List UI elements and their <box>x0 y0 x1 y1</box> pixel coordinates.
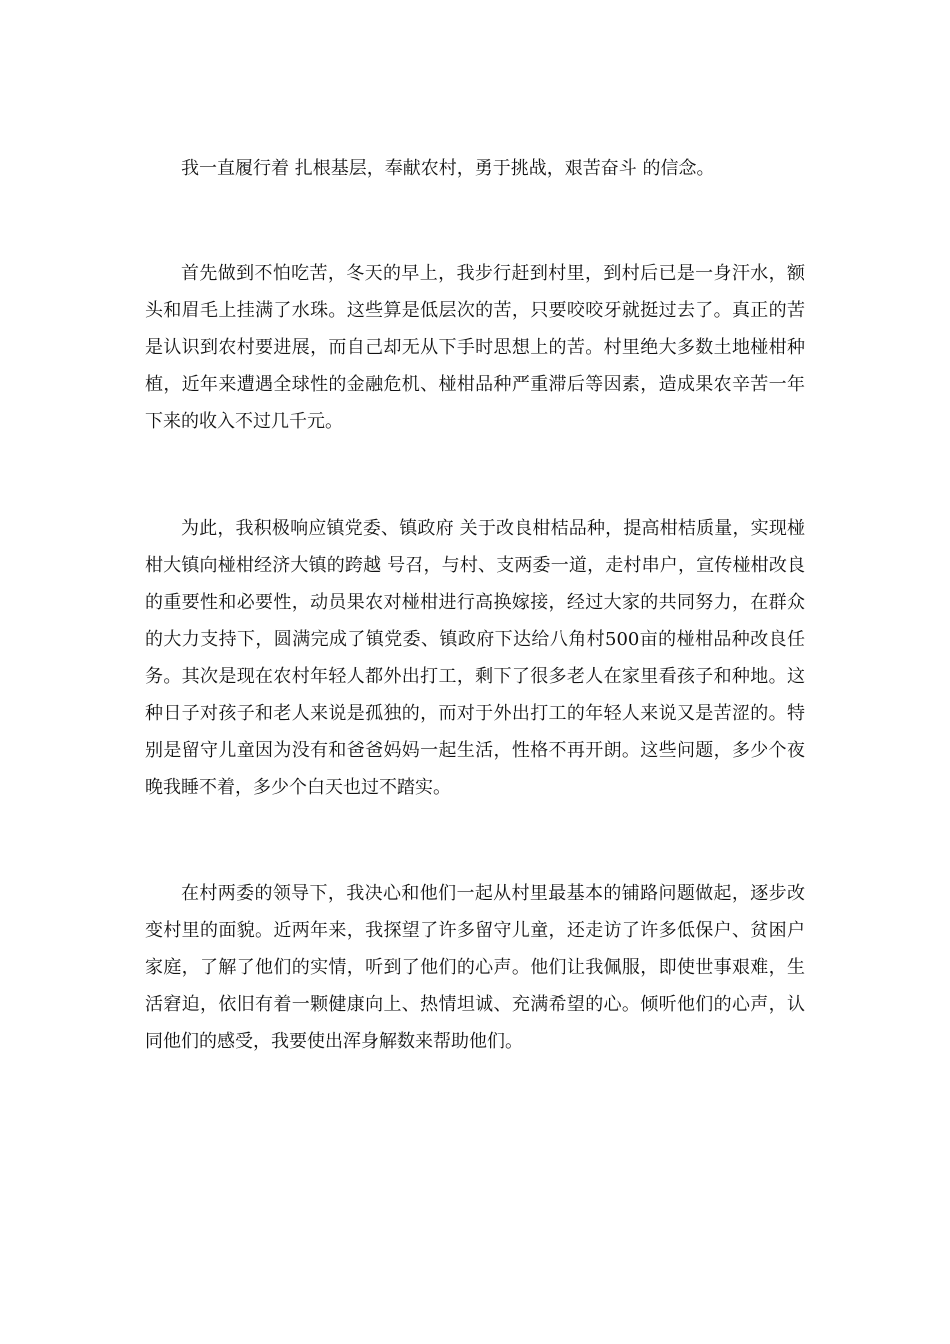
paragraph-helping-villagers: 在村两委的领导下，我决心和他们一起从村里最基本的铺路问题做起，逐步改变村里的面貌。近两年来，我探望了许多留守儿童，还走访了许多低保户、贫困户家庭，了解了他们的实情，听到了他们的心声。他们让我佩服，即使世事艰难，生活窘迫，依旧有着一颗健康向上、热情坦诚、充满希望的心。倾听他们的心声，认同他们的感受，我要使出浑身解数来帮助他们。 <box>145 883 805 1052</box>
paragraph-hardship: 首先做到不怕吃苦，冬天的早上，我步行赶到村里，到村后已是一身汗水，额头和眉毛上挂满了水珠。这些算是低层次的苦，只要咬咬牙就挺过去了。真正的苦是认识到农村要进展，而自己却无从下手时思想上的苦。村里绝大多数土地椪柑种植，近年来遭遇全球性的金融危机、椪柑品种严重滞后等因素，造成果农辛苦一年下来的收入不过几千元。 <box>145 263 805 432</box>
paragraph-belief: 我一直履行着 扎根基层，奉献农村，勇于挑战，艰苦奋斗 的信念。 <box>181 158 715 179</box>
paragraph-citrus-improvement: 为此，我积极响应镇党委、镇政府 关于改良柑桔品种，提高柑桔质量，实现椪柑大镇向椪柑经济大镇的跨越 号召，与村、支两委一道，走村串户，宣传椪柑改良的重要性和必要性，动员果农对椪柑进行高换嫁接，经过大家的共同努力，在群众的大力支持下，圆满完成了镇党委、镇政府下达给八角村500亩的椪柑品种改良任务。其次是现在农村年轻人都外出打工，剩下了很多老人在家里看孩子和种地。这种日子对孩子和老人来说是孤独的，而对于外出打工的年轻人来说又是苦涩的。特别是留守儿童因为没有和爸爸妈妈一起生活，性格不再开朗。这些问题，多少个夜晚我睡不着，多少个白天也过不踏实。 <box>145 518 805 798</box>
